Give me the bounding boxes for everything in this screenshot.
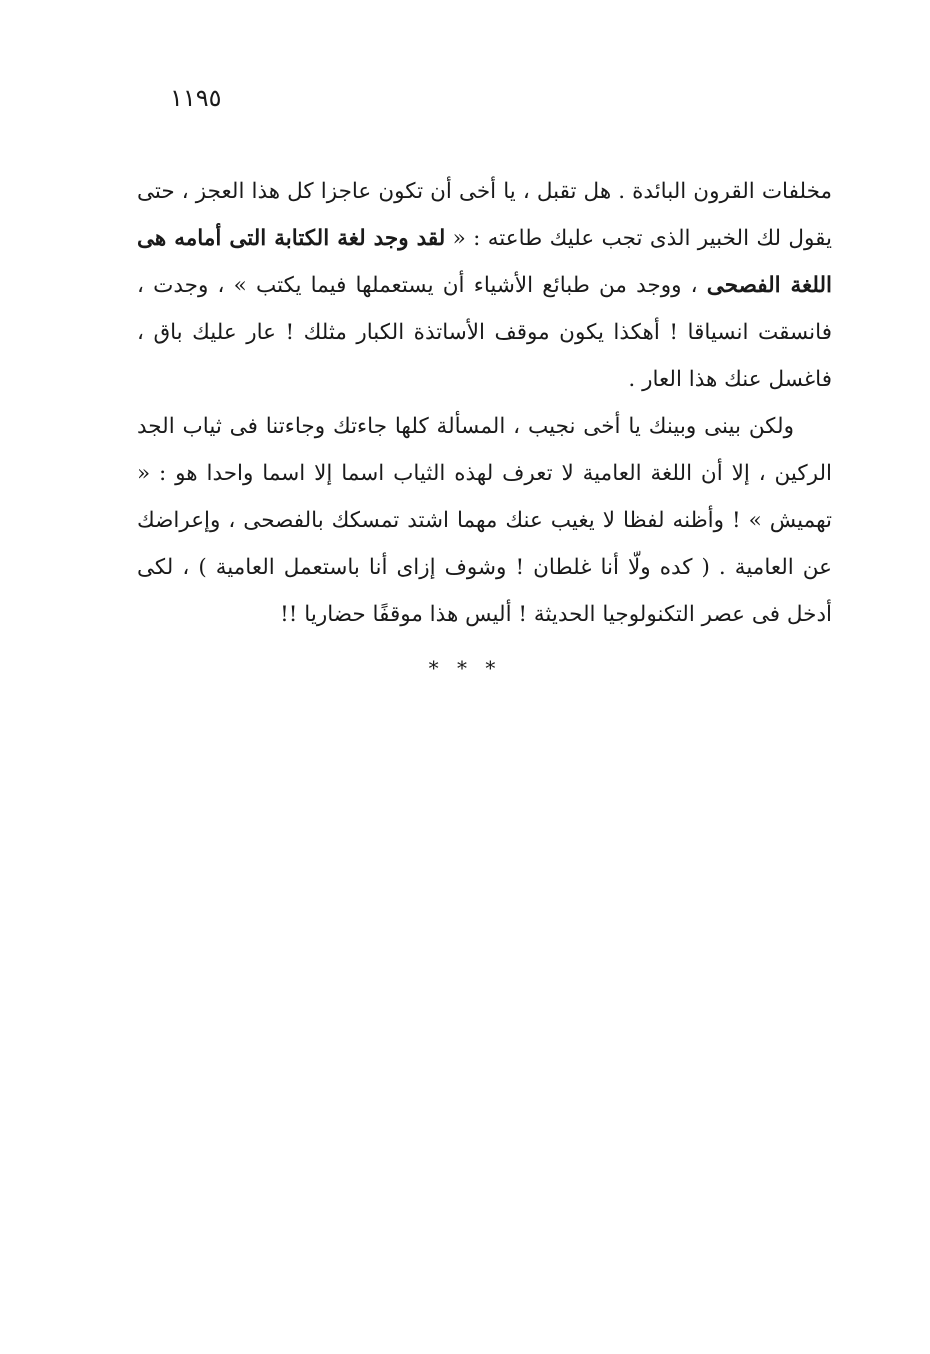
page-number: ١١٩٥ xyxy=(170,84,222,112)
bold-quote: لقد وجد لغة الكتابة التى أمامه هى اللغة الفصحى xyxy=(137,226,833,298)
paragraph-2: ولكن بينى وبينك يا أخى نجيب ، المسألة كلها جاءتك وجاءتنا فى ثياب الجد الركين ، إلا أن اللغة العامية لا تعرف لهذه الثياب اسما إلا اسما واحدا هو : « تهميش » ! وأظنه لفظا لا يغيب عنك مهما اشتد تمسكك بالفصحى ، وإعراضك عن العامية . ( كده ولّا أنا غلطان ! وشوف إزاى أنا باستعمل العامية ) ، لكى أدخل فى عصر التكنولوجيا الحديثة ! أليس هذا موقفًا حضاريا !! xyxy=(137,414,832,627)
paragraph-1 xyxy=(137,168,832,403)
section-divider: * * * xyxy=(428,656,502,680)
body-text xyxy=(137,168,832,638)
paragraph-1-part-2: ، ووجد من طبائع الأشياء أن يستعملها فيما يكتب » ، وجدت ، فانسقت انسياقا ! أهكذا يكون موقف الأساتذة الكبار مثلك ! عار عليك باق ، فاغسل عنك هذا العار . xyxy=(137,273,832,392)
paragraph-1-part-1: مخلفات القرون البائدة . هل تقبل ، يا أخى أن تكون عاجزا كل هذا العجز ، حتى يقول لك الخبير الذى تجب عليك طاعته : « xyxy=(137,179,832,251)
